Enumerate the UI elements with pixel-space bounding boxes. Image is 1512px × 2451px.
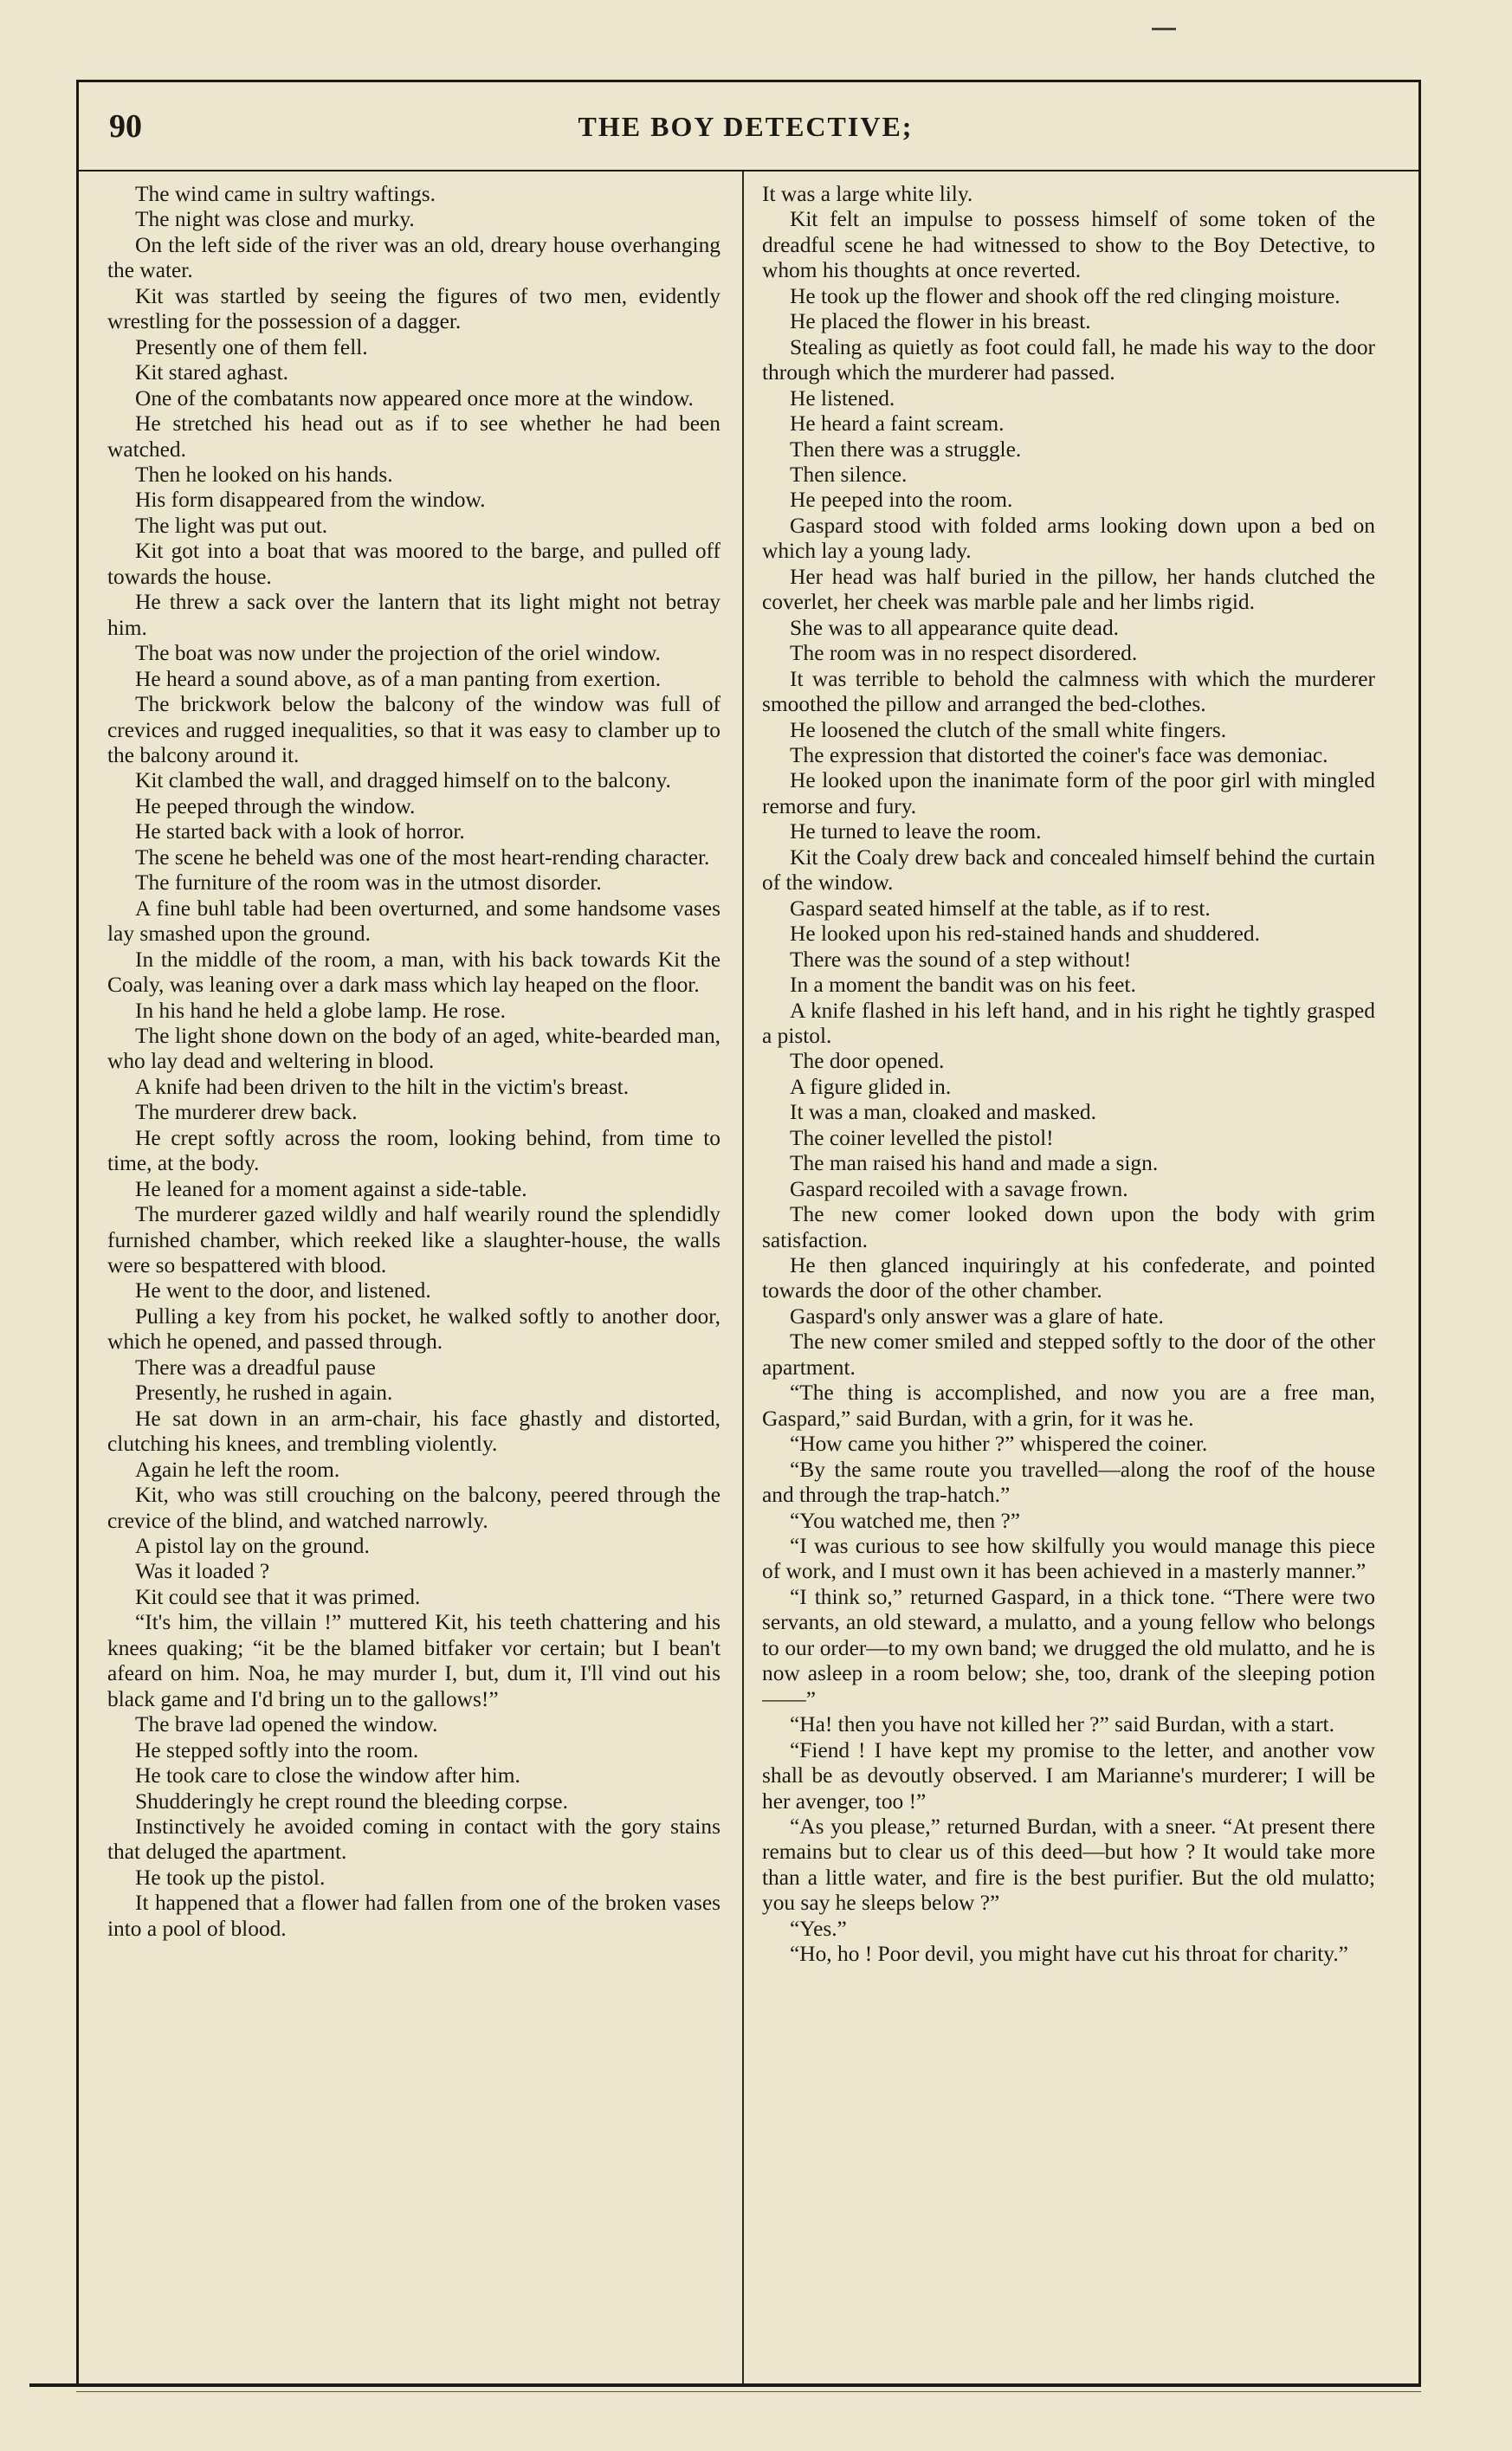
paragraph: A pistol lay on the ground. bbox=[135, 1534, 370, 1559]
paragraph: “Ho, ho ! Poor devil, you might have cut his throat for charity.” bbox=[790, 1942, 1348, 1967]
paragraph: “Ha! then you have not killed her ?” said Burdan, with a start. bbox=[790, 1712, 1334, 1737]
right-column bbox=[762, 182, 1375, 2373]
page-edge-mark bbox=[1152, 28, 1176, 30]
paragraph: It was terrible to behold the calmness with which the murderer smoothed the pillow and arranged the bed-clothes. bbox=[762, 666, 1375, 717]
paragraph: A fine buhl table had been overturned, and some handsome vases lay smashed upon the ground. bbox=[107, 896, 720, 947]
paragraph: The man raised his hand and made a sign. bbox=[790, 1151, 1159, 1176]
frame-top-rule bbox=[78, 80, 1420, 82]
column-divider bbox=[742, 171, 744, 2383]
paragraph: He leaned for a moment against a side-table. bbox=[135, 1176, 527, 1201]
paragraph: Kit stared aghast. bbox=[135, 360, 288, 385]
paragraph: “The thing is accomplished, and now you are a free man, Gaspard,” said Burdan, with a grin, for it was he. bbox=[762, 1381, 1375, 1431]
paragraph: In a moment the bandit was on his feet. bbox=[790, 973, 1136, 998]
paragraph: The scene he beheld was one of the most heart-rending character. bbox=[135, 844, 710, 870]
paragraph: He went to the door, and listened. bbox=[135, 1278, 431, 1303]
paragraph: In his hand he held a globe lamp. He rose. bbox=[135, 998, 506, 1023]
paragraph: He looked upon his red-stained hands and shuddered. bbox=[790, 922, 1260, 947]
paragraph: A knife flashed in his left hand, and in his right he tightly grasped a pistol. bbox=[762, 998, 1375, 1048]
paragraph: He placed the flower in his breast. bbox=[790, 309, 1091, 334]
paragraph: Kit clambed the wall, and dragged himself on to the balcony. bbox=[135, 768, 671, 793]
paragraph: A knife had been driven to the hilt in the victim's breast. bbox=[135, 1074, 630, 1099]
paragraph: He looked upon the inanimate form of the poor girl with mingled remorse and fury. bbox=[762, 768, 1375, 818]
paragraph: He crept softly across the room, looking behind, from time to time, at the body. bbox=[107, 1125, 720, 1176]
paragraph: He peeped through the window. bbox=[135, 793, 416, 818]
paragraph: “As you please,” returned Burdan, with a sneer. “At present there remains but to clear us of this deed—but how ? It would take more than a little water, and fire is the best purifier. But the old mulatto; you say he sleeps below ?” bbox=[762, 1814, 1375, 1916]
paragraph: Stealing as quietly as foot could fall, he made his way to the door through which the murderer had passed. bbox=[762, 334, 1375, 385]
paragraph: The room was in no respect disordered. bbox=[790, 641, 1138, 666]
paragraph: Kit was startled by seeing the figures of two men, evidently wrestling for the possession of a dagger. bbox=[107, 283, 720, 334]
paragraph: Instinctively he avoided coming in contact with the gory stains that deluged the apartment. bbox=[107, 1814, 720, 1865]
paragraph: The expression that distorted the coiner's face was demoniac. bbox=[790, 742, 1328, 767]
frame-bottom-rule bbox=[29, 2383, 1421, 2387]
paragraph: Presently one of them fell. bbox=[135, 334, 368, 359]
paragraph: The boat was now under the projection of the oriel window. bbox=[135, 641, 661, 666]
paragraph: “I think so,” returned Gaspard, in a thick tone. “There were two servants, an old steward, a mulatto, and a young fellow who belongs to our order—to my own band; we drugged the old mulatto, and he is now asleep in a room below; she, too, drank of the sleeping potion——” bbox=[762, 1584, 1375, 1711]
paragraph: The brave lad opened the window. bbox=[135, 1712, 438, 1737]
paragraph: He took care to close the window after him. bbox=[135, 1763, 520, 1788]
paragraph: He then glanced inquiringly at his confederate, and pointed towards the door of the other chamber. bbox=[762, 1253, 1375, 1303]
paragraph: The door opened. bbox=[790, 1049, 945, 1074]
paragraph: Presently, he rushed in again. bbox=[135, 1381, 393, 1406]
paragraph: Was it loaded ? bbox=[135, 1559, 270, 1584]
paragraph: He heard a sound above, as of a man panting from exertion. bbox=[135, 666, 662, 691]
paragraph: The new comer smiled and stepped softly to the door of the other apartment. bbox=[762, 1329, 1375, 1380]
paragraph: He listened. bbox=[790, 385, 895, 411]
paragraph: “You watched me, then ?” bbox=[790, 1508, 1021, 1533]
paragraph: Then he looked on his hands. bbox=[135, 462, 393, 487]
paragraph: He took up the pistol. bbox=[135, 1865, 326, 1890]
paragraph: Gaspard seated himself at the table, as if to rest. bbox=[790, 896, 1211, 921]
paragraph: There was the sound of a step without! bbox=[790, 947, 1132, 972]
frame-bottom-thin-rule bbox=[76, 2391, 1421, 2392]
paragraph: He peeped into the room. bbox=[790, 488, 1013, 513]
paragraph: His form disappeared from the window. bbox=[135, 488, 486, 513]
paragraph: The coiner levelled the pistol! bbox=[790, 1125, 1054, 1150]
paragraph: Gaspard recoiled with a savage frown. bbox=[790, 1176, 1128, 1201]
paragraph: Gaspard stood with folded arms looking down upon a bed on which lay a young lady. bbox=[762, 513, 1375, 564]
paragraph: The new comer looked down upon the body with grim satisfaction. bbox=[762, 1202, 1375, 1252]
paragraph: The light was put out. bbox=[135, 513, 328, 538]
page-number: 90 bbox=[109, 108, 142, 145]
paragraph: Then there was a struggle. bbox=[790, 437, 1022, 462]
paragraph: “I was curious to see how skilfully you would manage this piece of work, and I must own it has been achieved in a masterly manner.” bbox=[762, 1534, 1375, 1584]
paragraph: In the middle of the room, a man, with his back towards Kit the Coaly, was leaning over a dark mass which lay heaped on the floor. bbox=[107, 947, 720, 998]
paragraph: He stepped softly into the room. bbox=[135, 1737, 419, 1762]
paragraph: He took up the flower and shook off the red clinging moisture. bbox=[790, 283, 1341, 308]
left-column bbox=[107, 182, 720, 2373]
paragraph: Gaspard's only answer was a glare of hate. bbox=[790, 1303, 1164, 1329]
paragraph: “How came you hither ?” whispered the coiner. bbox=[790, 1432, 1208, 1457]
header-rule bbox=[78, 170, 1420, 171]
paragraph: He started back with a look of horror. bbox=[135, 819, 465, 844]
paragraph: Kit the Coaly drew back and concealed himself behind the curtain of the window. bbox=[762, 844, 1375, 896]
paragraph: The brickwork below the balcony of the window was full of crevices and rugged inequalities, so that it was easy to clamber up to the balcony around it. bbox=[107, 692, 720, 767]
paragraph: He threw a sack over the lantern that its light might not betray him. bbox=[107, 590, 720, 640]
paragraph: The murderer drew back. bbox=[135, 1100, 358, 1125]
paragraph: The furniture of the room was in the utmost disorder. bbox=[135, 870, 602, 896]
paragraph: Then silence. bbox=[790, 462, 908, 487]
paragraph: Kit felt an impulse to possess himself of some token of the dreadful scene he had witnessed to show to the Boy Detective, to whom his thoughts at once reverted. bbox=[762, 207, 1375, 283]
running-title: THE BOY DETECTIVE; bbox=[578, 111, 914, 142]
paragraph: “Fiend ! I have kept my promise to the letter, and another vow shall be as devoutly observed. I am Marianne's murderer; I will be her avenger, too !” bbox=[762, 1737, 1375, 1814]
paragraph: The wind came in sultry waftings. bbox=[135, 182, 436, 206]
paragraph: Kit could see that it was primed. bbox=[135, 1584, 421, 1609]
paragraph: The night was close and murky. bbox=[135, 207, 415, 232]
paragraph: The light shone down on the body of an aged, white-bearded man, who lay dead and weltering in blood. bbox=[107, 1023, 720, 1074]
paragraph: Pulling a key from his pocket, he walked softly to another door, which he opened, and passed through. bbox=[107, 1303, 720, 1355]
paragraph: He turned to leave the room. bbox=[790, 819, 1042, 844]
paragraph: Kit, who was still crouching on the balcony, peered through the crevice of the blind, and watched narrowly. bbox=[107, 1483, 720, 1533]
paragraph: A figure glided in. bbox=[790, 1074, 952, 1099]
paragraph: Kit got into a boat that was moored to the barge, and pulled off towards the house. bbox=[107, 539, 720, 589]
paragraph: He sat down in an arm-chair, his face ghastly and distorted, clutching his knees, and trembling violently. bbox=[107, 1406, 720, 1457]
paragraph: It happened that a flower had fallen from one of the broken vases into a pool of blood. bbox=[107, 1891, 720, 1941]
paragraph: She was to all appearance quite dead. bbox=[790, 615, 1119, 640]
frame-right-rule bbox=[1418, 80, 1421, 2383]
paragraph: Again he left the room. bbox=[135, 1457, 340, 1482]
paragraph: On the left side of the river was an old, dreary house overhanging the water. bbox=[107, 232, 720, 283]
paragraph: He stretched his head out as if to see whether he had been watched. bbox=[107, 411, 720, 462]
paragraph: Her head was half buried in the pillow, her hands clutched the coverlet, her cheek was marble pale and her limbs rigid. bbox=[762, 564, 1375, 615]
paragraph: It was a large white lily. bbox=[762, 182, 973, 206]
paragraph: He heard a faint scream. bbox=[790, 411, 1005, 437]
paragraph: The murderer gazed wildly and half wearily round the splendidly furnished chamber, which reeked like a slaughter-house, the walls were so bespattered with blood. bbox=[107, 1202, 720, 1278]
paragraph: Shudderingly he crept round the bleeding corpse. bbox=[135, 1788, 568, 1814]
paragraph: “By the same route you travelled—along the roof of the house and through the trap-hatch.” bbox=[762, 1457, 1375, 1508]
page-header bbox=[109, 107, 1382, 159]
paragraph: “Yes.” bbox=[790, 1916, 847, 1941]
paragraph: It was a man, cloaked and masked. bbox=[790, 1100, 1096, 1125]
frame-left-rule bbox=[76, 80, 79, 2383]
paragraph: “It's him, the villain !” muttered Kit, his teeth chattering and his knees quaking; “it be the blamed bitfaker vor certain; but I bean't afeard on him. Noa, he may murder I, but, dum it, I'll vind out his black game and I'd bring un to the gallows!” bbox=[107, 1610, 720, 1711]
paragraph: There was a dreadful pause bbox=[135, 1355, 376, 1380]
paragraph: He loosened the clutch of the small white fingers. bbox=[790, 717, 1227, 742]
paragraph: One of the combatants now appeared once more at the window. bbox=[135, 385, 694, 411]
